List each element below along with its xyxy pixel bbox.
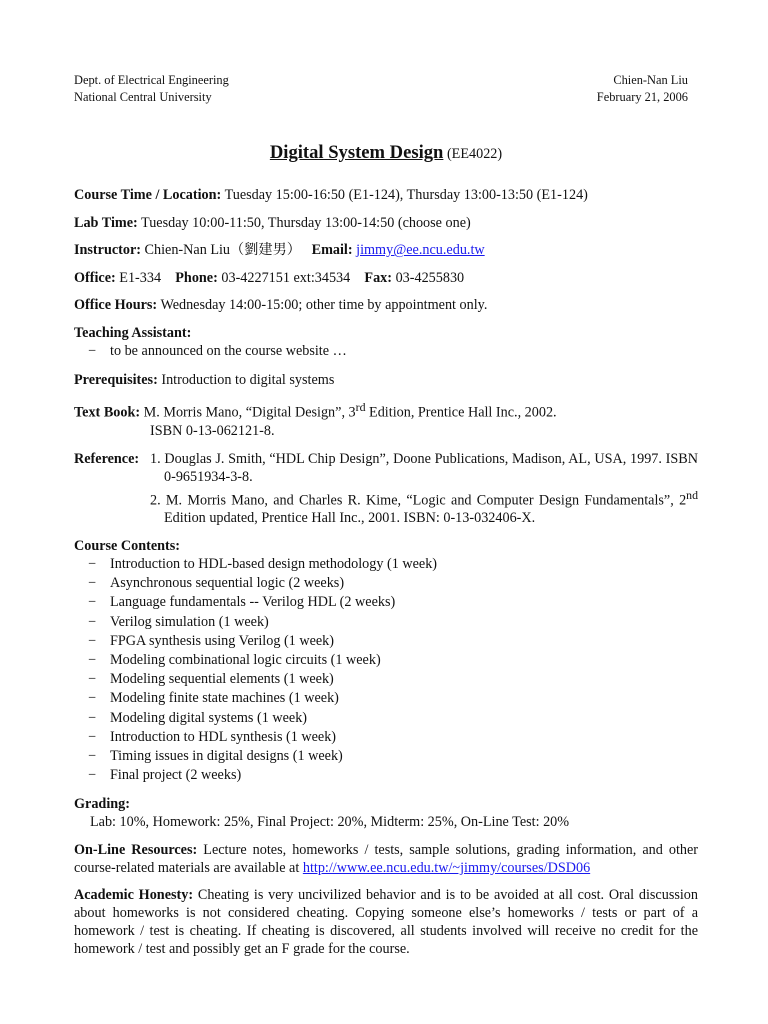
honesty-value: Cheating is very uncivilized behavior and is to be avoided at all cost. Oral discussion about homeworks is not considered cheating. Copying someone else’s homeworks / tests or part of a homework / test is cheating. If cheating is discovered, all students involved will receive no credit for the homework / test and possibly get an F grade for the course. (74, 887, 698, 958)
instructor-line (74, 241, 698, 259)
resources-paragraph (74, 841, 698, 877)
email-label: Email: (311, 242, 353, 259)
office-hours-line (74, 296, 698, 314)
fax-label: Fax: (364, 269, 393, 286)
ta-label: Teaching Assistant: (74, 324, 192, 341)
ta-section (74, 324, 698, 361)
office-hours-label: Office Hours: (74, 297, 158, 314)
resources-value: Lecture notes, homeworks / tests, sample solutions, grading information, and other course-related materials are available at (74, 841, 699, 876)
textbook-line1 (74, 398, 698, 422)
course-time-label: Course Time / Location: (74, 187, 222, 203)
title-block (74, 142, 698, 164)
grading-section (74, 795, 698, 831)
reference-section (74, 450, 698, 528)
list-item: − FPGA synthesis using Verilog (1 week) (74, 632, 698, 651)
list-item: − Asynchronous sequential logic (2 weeks) (74, 574, 698, 593)
university-name: National Central University (74, 90, 212, 104)
textbook-section (74, 398, 698, 440)
reference-item-2-a: 2. M. Morris Mano, and Charles R. Kime, “Logic and Computer Design Fundamentals”, 2 (150, 492, 687, 509)
grading-label: Grading: (74, 796, 130, 813)
list-item: − Language fundamentals -- Verilog HDL (2 weeks) (74, 593, 698, 612)
email-link[interactable]: jimmy@ee.ncu.edu.tw (356, 242, 485, 259)
lab-time-value: Tuesday 10:00-11:50, Thursday 13:00-14:50 (choose one) (141, 214, 471, 231)
page-title: Digital System Design (269, 142, 444, 163)
ta-list (74, 342, 698, 361)
honesty-paragraph (74, 886, 698, 958)
course-website-link[interactable]: http://www.ee.ncu.edu.tw/~jimmy/courses/DSD06 (302, 859, 591, 876)
list-item: − Verilog simulation (1 week) (74, 613, 698, 632)
honesty-label: Academic Honesty: (74, 887, 194, 904)
reference-item-2-sup: nd (686, 487, 698, 502)
reference-label: Reference: (74, 450, 140, 467)
course-time-value: Tuesday 15:00-16:50 (E1-124), Thursday 13:00-13:50 (E1-124) (224, 187, 588, 203)
office-line (74, 269, 698, 287)
reference-item-2 (150, 486, 698, 528)
instructor-label: Instructor: (74, 242, 141, 259)
list-item: − Introduction to HDL synthesis (1 week) (74, 728, 698, 747)
list-item: − Modeling sequential elements (1 week) (74, 670, 698, 689)
lab-time-line (74, 214, 698, 232)
list-item: − Final project (2 weeks) (74, 766, 698, 785)
office-label: Office: (74, 269, 116, 286)
contents-list (74, 555, 698, 785)
grading-value: Lab: 10%, Homework: 25%, Final Project: 20%, Midterm: 25%, On-Line Test: 20% (90, 814, 570, 831)
textbook-isbn: ISBN 0-13-062121-8. (150, 423, 275, 440)
textbook-label: Text Book: (74, 405, 141, 422)
phone-value: 03-4227151 ext:34534 (221, 269, 351, 286)
reference-item-2-b: Edition updated, Prentice Hall Inc., 2001. ISBN: 0-13-032406-X. (164, 510, 536, 527)
prereq-value: Introduction to digital systems (161, 371, 335, 388)
textbook-line1-a: M. Morris Mano, “Digital Design”, 3 (143, 405, 356, 422)
syllabus-page (74, 72, 698, 968)
author-name: Chien-Nan Liu (613, 73, 688, 87)
textbook-line1-b: Edition, Prentice Hall Inc., 2002. (365, 405, 557, 422)
lab-time-label: Lab Time: (74, 214, 138, 231)
resources-label: On-Line Resources: (74, 841, 198, 858)
list-item: − to be announced on the course website … (74, 342, 698, 361)
list-item: − Timing issues in digital designs (1 week) (74, 747, 698, 766)
office-value: E1-334 (119, 269, 162, 286)
reference-items (150, 450, 698, 528)
document-date: February 21, 2006 (596, 90, 688, 104)
textbook-sup: rd (355, 400, 366, 415)
reference-item-1: 1. Douglas J. Smith, “HDL Chip Design”, Doone Publications, Madison, AL, USA, 1997. ISBN 0-9651934-3-8. (150, 450, 698, 485)
list-item: − Introduction to HDL-based design methodology (1 week) (74, 555, 698, 574)
phone-label: Phone: (175, 269, 218, 286)
dept-name: Dept. of Electrical Engineering (74, 73, 229, 87)
instructor-value: Chien-Nan Liu（劉建男） (144, 242, 301, 259)
contents-section (74, 537, 698, 785)
contents-label: Course Contents: (74, 538, 181, 555)
fax-value: 03-4255830 (395, 269, 465, 286)
office-hours-value: Wednesday 14:00-15:00; other time by appointment only. (160, 297, 488, 314)
list-item: − Modeling finite state machines (1 week) (74, 689, 698, 708)
list-item: − Modeling digital systems (1 week) (74, 709, 698, 728)
list-item: − Modeling combinational logic circuits (1 week) (74, 651, 698, 670)
header-left (74, 72, 229, 106)
header-right (597, 72, 688, 106)
course-code: (EE4022) (446, 146, 503, 162)
course-time-line (74, 186, 698, 204)
prereq-line (74, 371, 698, 389)
prereq-label: Prerequisites: (74, 371, 158, 388)
document-header (74, 72, 688, 106)
